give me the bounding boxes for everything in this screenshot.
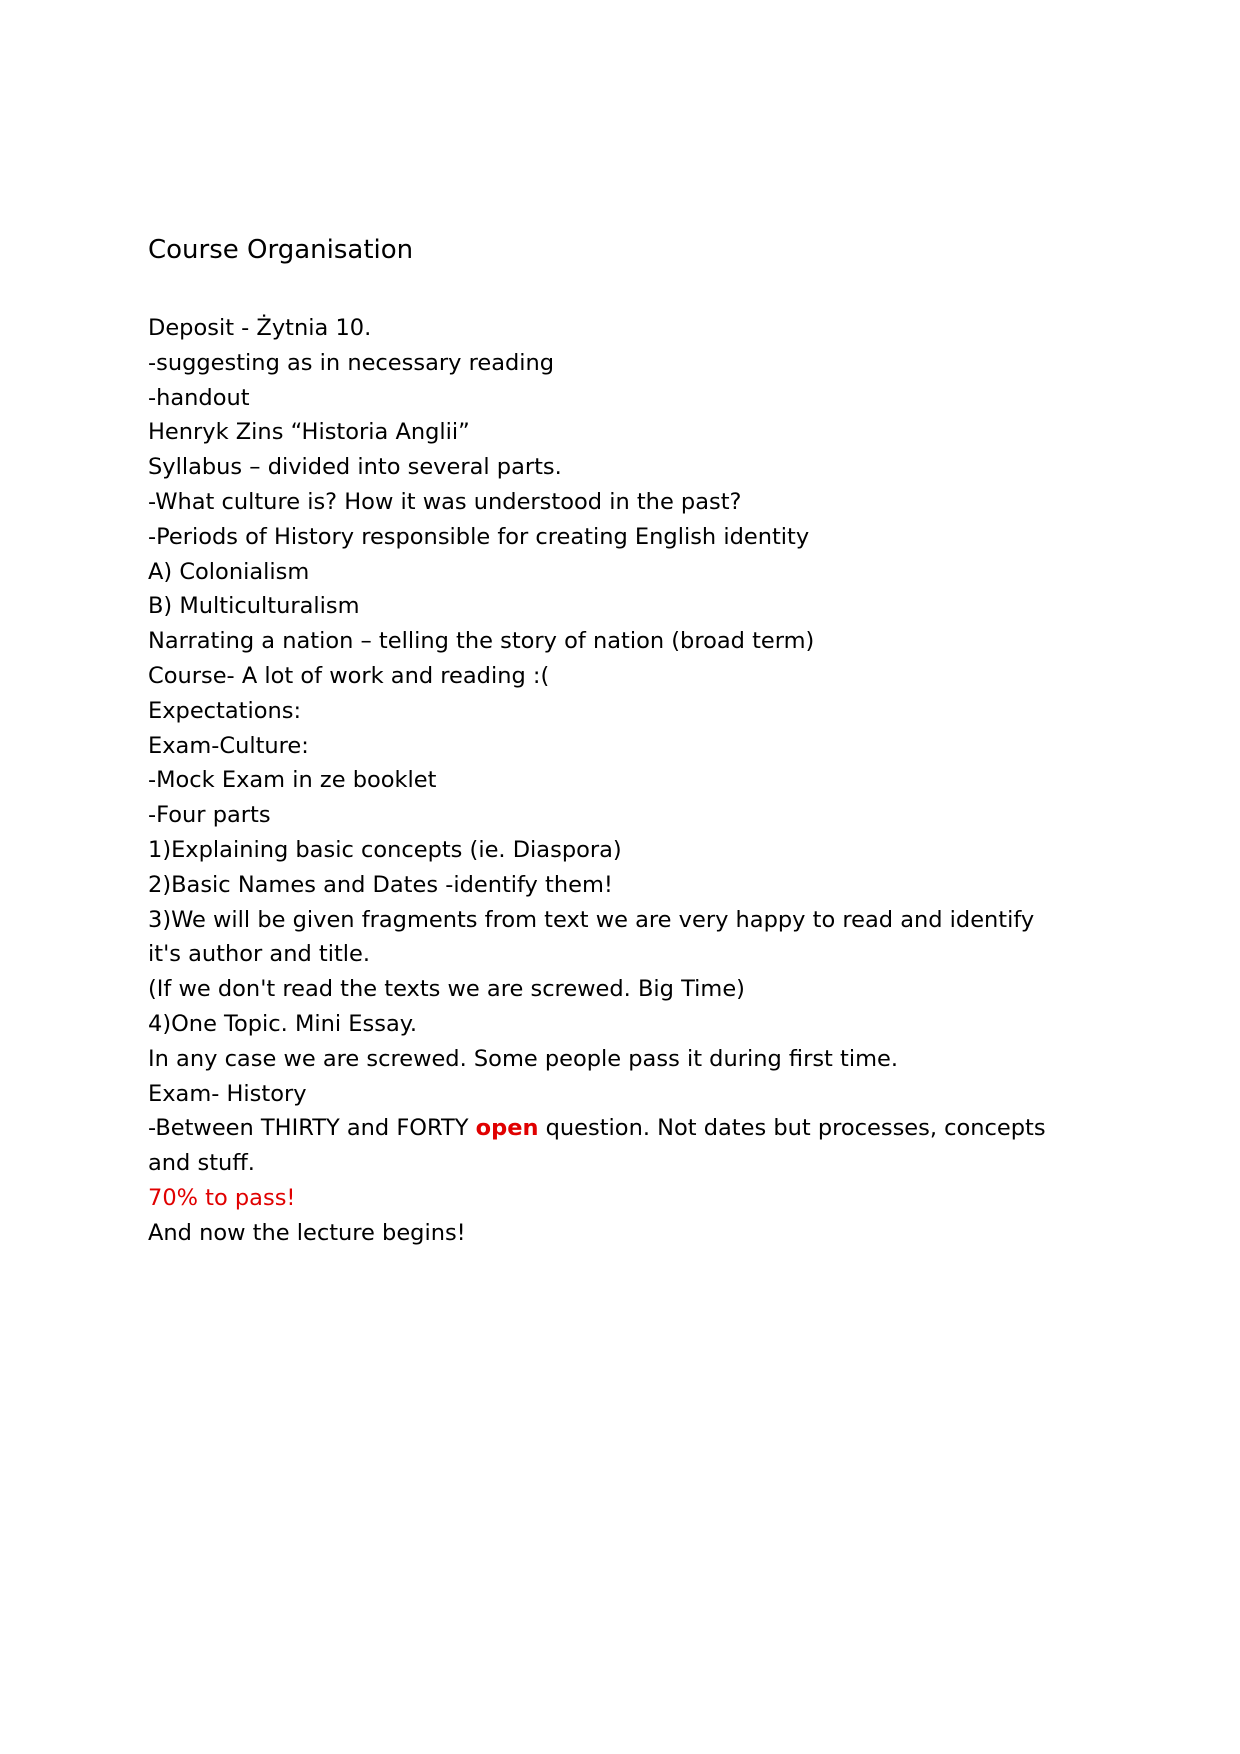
text-line-history-cont: and stuff. <box>148 1150 255 1177</box>
text-line-handout: -handout <box>148 384 250 411</box>
text-line-deposit: Deposit - Żytnia 10. <box>148 315 372 341</box>
text-line-mock-exam: -Mock Exam in ze booklet <box>148 767 437 794</box>
text-line-periods: -Periods of History responsible for creating English identity <box>148 523 810 550</box>
text-line-exam-culture: Exam-Culture: <box>148 732 309 759</box>
text-line-course: Course- A lot of work and reading :( <box>148 662 550 689</box>
text-line-expectations: Expectations: <box>148 697 302 724</box>
text-line-screwed-note: (If we don't read the texts we are screwed. Big Time) <box>148 976 745 1003</box>
text-line-four-parts: -Four parts <box>148 802 271 829</box>
pass-threshold: 70% to pass! <box>148 1184 296 1211</box>
text-line-narrating: Narrating a nation – telling the story of nation (broad term) <box>148 628 815 655</box>
document-body <box>148 311 1108 1251</box>
history-line-after: question. Not dates but processes, concepts <box>538 1115 1046 1142</box>
text-line-henryk-zins: Henryk Zins “Historia Anglii” <box>148 419 470 446</box>
text-line-syllabus: Syllabus – divided into several parts. <box>148 454 562 481</box>
text-line-exam-history: Exam- History <box>148 1080 307 1107</box>
text-line-part-4: 4)One Topic. Mini Essay. <box>148 1010 417 1037</box>
text-line-part-3: 3)We will be given fragments from text we are very happy to read and identify <box>148 906 1035 933</box>
text-line-any-case: In any case we are screwed. Some people pass it during first time. <box>148 1045 899 1072</box>
text-line-what-culture: -What culture is? How it was understood in the past? <box>148 488 742 515</box>
text-line-closing: And now the lecture begins! <box>148 1219 466 1246</box>
text-line-suggesting: -suggesting as in necessary reading <box>148 349 555 376</box>
text-line-history-questions <box>148 1111 1108 1146</box>
text-line-multiculturalism: B) Multiculturalism <box>148 593 360 620</box>
text-line-part-1: 1)Explaining basic concepts (ie. Diaspora) <box>148 836 622 863</box>
document-title: Course Organisation <box>148 235 414 265</box>
history-line-before: -Between THIRTY and FORTY <box>148 1115 476 1142</box>
text-line-part-3-cont: it's author and title. <box>148 941 371 968</box>
open-emphasis: open <box>475 1115 539 1142</box>
text-line-colonialism: A) Colonialism <box>148 558 310 585</box>
text-line-part-2: 2)Basic Names and Dates -identify them! <box>148 871 613 898</box>
